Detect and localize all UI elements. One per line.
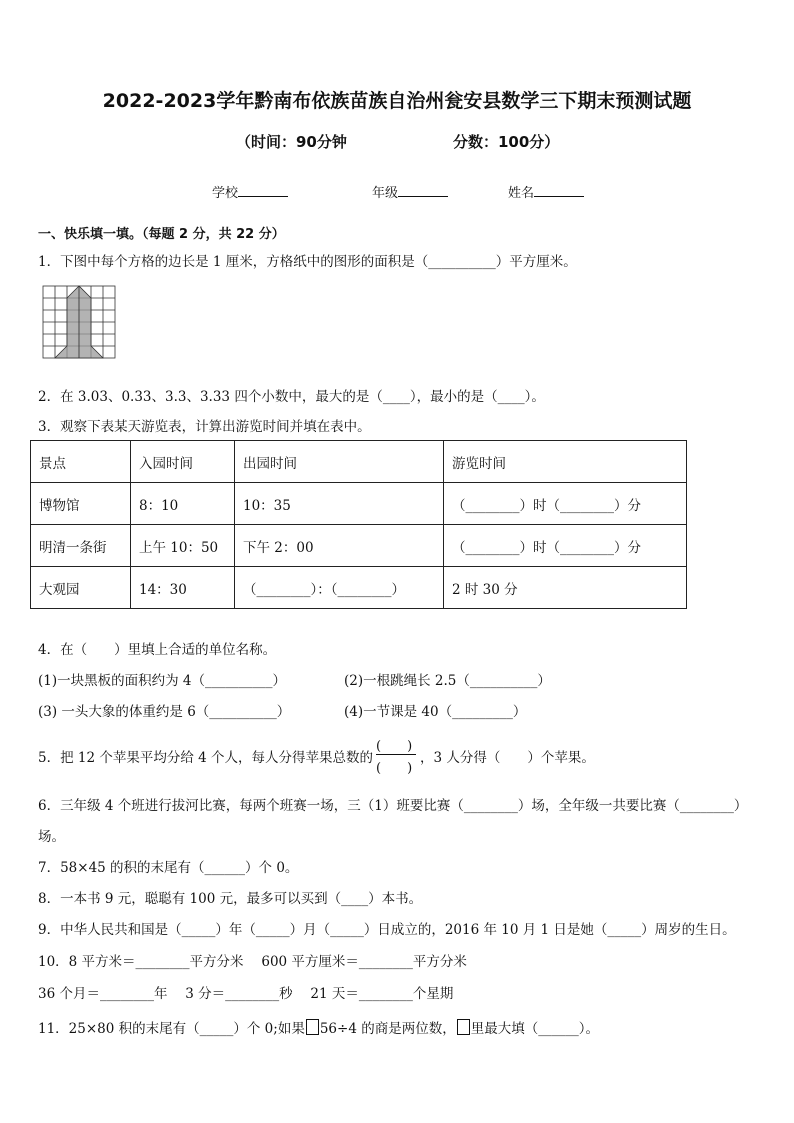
question-3: 3．观察下表某天游览表，计算出游览时间并填在表中。 — [38, 419, 371, 435]
question-4-part-4: (4)一节课是 40（_________） — [344, 704, 527, 720]
table-cell: 8：10 — [131, 483, 235, 525]
school-field — [212, 182, 288, 201]
table-cell: 上午 10：50 — [131, 525, 235, 567]
table-cell: 明清一条街 — [31, 525, 131, 567]
table-cell[interactable]: （________）时（________）分 — [444, 525, 687, 567]
exam-score: 分数：100分） — [453, 133, 560, 151]
digit-box[interactable] — [306, 1019, 319, 1035]
grid-figure — [42, 285, 118, 362]
question-1: 1．下图中每个方格的边长是 1 厘米，方格纸中的图形的面积是（__________）平方厘米。 — [38, 254, 577, 270]
fraction-denominator: ( ) — [376, 761, 413, 776]
grade-label: 年级 — [372, 186, 399, 201]
question-4: 4．在（ ）里填上合适的单位名称。 — [38, 642, 277, 658]
fraction-numerator: ( ) — [376, 739, 413, 754]
tour-table — [30, 440, 687, 609]
question-5-text-a: 5．把 12 个苹果平均分给 4 个人，每人分得苹果总数的 — [38, 750, 374, 766]
question-4-part-3: (3) 一头大象的体重约是 6（__________） — [38, 704, 291, 720]
question-4-part-2: (2)一根跳绳长 2.5（__________） — [344, 673, 551, 689]
question-2: 2．在 3.03、0.33、3.3、3.33 四个小数中，最大的是（____），最小的是（____）。 — [38, 389, 545, 405]
table-row — [31, 525, 687, 567]
question-6: 6．三年级 4 个班进行拔河比赛，每两个班赛一场，三（1）班要比赛（________）场，全年级一共要比赛（________） — [38, 798, 748, 814]
table-cell: 大观园 — [31, 567, 131, 609]
fraction-blank[interactable] — [376, 735, 416, 775]
table-row — [31, 483, 687, 525]
question-10-line-1: 10．8 平方米＝________平方分米 600 平方厘米＝________平方分米 — [38, 954, 467, 970]
school-label: 学校 — [212, 186, 239, 201]
name-field — [508, 182, 584, 201]
question-7: 7．58×45 的积的末尾有（______）个 0。 — [38, 860, 299, 876]
section-1-title: 一、快乐填一填。（每题 2 分，共 22 分） — [38, 227, 285, 242]
question-11 — [38, 1017, 599, 1037]
table-cell: 博物馆 — [31, 483, 131, 525]
table-header-cell: 景点 — [31, 441, 131, 483]
question-9: 9．中华人民共和国是（_____）年（_____）月（_____）日成立的，2016 年 10 月 1 日是她（_____）周岁的生日。 — [38, 922, 736, 938]
table-header-cell: 入园时间 — [131, 441, 235, 483]
question-10-line-2: 36 个月＝________年 3 分＝________秒 21 天＝________个星期 — [38, 986, 454, 1002]
name-label: 姓名 — [508, 186, 535, 201]
name-blank[interactable] — [534, 196, 584, 197]
table-row — [31, 567, 687, 609]
table-cell: 14：30 — [131, 567, 235, 609]
table-cell[interactable]: （________）：（________） — [235, 567, 444, 609]
table-header-cell: 游览时间 — [444, 441, 687, 483]
grade-blank[interactable] — [398, 196, 448, 197]
digit-box[interactable] — [457, 1019, 470, 1035]
question-6-cont: 场。 — [38, 829, 65, 845]
table-header-row — [31, 441, 687, 483]
table-cell: 10：35 — [235, 483, 444, 525]
table-header-cell: 出园时间 — [235, 441, 444, 483]
question-5-text-b: ，3 人分得（ ）个苹果。 — [420, 750, 595, 766]
fraction-bar — [376, 754, 416, 755]
exam-time: （时间：90分钟 — [236, 133, 347, 151]
school-blank[interactable] — [238, 196, 288, 197]
page-title: 2022-2023学年黔南布依族苗族自治州瓮安县数学三下期末预测试题 — [102, 90, 692, 112]
question-11-text-b: 56÷4 的商是两位数， — [319, 1021, 456, 1037]
question-11-text-a: 11．25×80 积的末尾有（_____）个 0;如果 — [38, 1021, 305, 1037]
grade-field — [372, 182, 448, 201]
table-cell: 下午 2：00 — [235, 525, 444, 567]
table-cell: 2 时 30 分 — [444, 567, 687, 609]
question-8: 8．一本书 9 元，聪聪有 100 元，最多可以买到（____）本书。 — [38, 891, 423, 907]
question-11-text-c: 里最大填（______）。 — [470, 1021, 599, 1037]
table-cell[interactable]: （________）时（________）分 — [444, 483, 687, 525]
question-4-part-1: (1)一块黑板的面积约为 4（__________） — [38, 673, 287, 689]
